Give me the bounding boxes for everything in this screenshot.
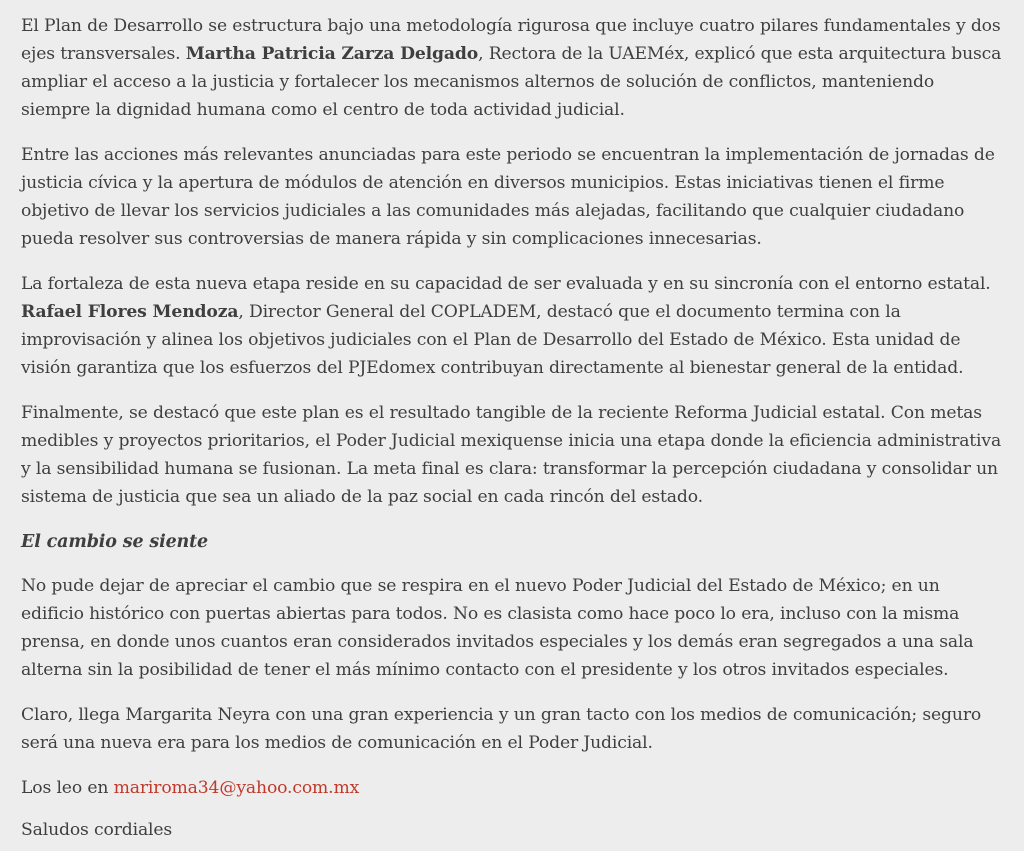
paragraph-5: No pude dejar de apreciar el cambio que se respira en el nuevo Poder Judicial del Estado de México; en un edificio histórico con puertas abiertas para todos. No es clasista como hace poco lo era, incluso con la misma prensa, en donde unos cuantos eran considerados invitados especiales y los demás eran segregados a una sala alterna sin la posibilidad de tener el más mínimo contacto con el presidente y los otros invitados especiales. [21, 576, 974, 680]
contact-prefix: Los leo en [21, 778, 114, 798]
paragraph-3 [21, 270, 1006, 382]
paragraph-3-rest: , Director General del COPLADEM, destacó que el documento termina con la improvisación y alinea los objetivos judiciales con el Plan de Desarrollo del Estado de México. Esta unidad de visión garantiza que los esfuerzos del PJEdomex contribuyan directamente al bienestar general de la entidad. [21, 302, 964, 378]
section-subheading: El cambio se siente [21, 532, 209, 552]
person-name-rafael: Rafael Flores Mendoza [21, 302, 239, 322]
paragraph-1-rest: , Rectora de la UAEMéx, explicó que esta arquitectura busca ampliar el acceso a la justicia y fortalecer los mecanismos alternos de solución de conflictos, manteniendo siempre la dignidad humana como el centro de toda actividad judicial. [21, 44, 1002, 120]
paragraph-2: Entre las acciones más relevantes anunciadas para este periodo se encuentran la implementación de jornadas de justicia cívica y la apertura de módulos de atención en diversos municipios. Estas iniciativas tienen el firme objetivo de llevar los servicios judiciales a las comunidades más alejadas, facilitando que cualquier ciudadano pueda resolver sus controversias de manera rápida y sin complicaciones innecesarias. [21, 145, 995, 249]
paragraph-4: Finalmente, se destacó que este plan es el resultado tangible de la reciente Reforma Judicial estatal. Con metas medibles y proyectos prioritarios, el Poder Judicial mexiquense inicia una etapa donde la eficiencia administrativa y la sensibilidad humana se fusionan. La meta final es clara: transformar la percepción ciudadana y consolidar un sistema de justicia que sea un aliado de la paz social en cada rincón del estado. [21, 403, 1002, 507]
person-name-martha: Martha Patricia Zarza Delgado [185, 44, 479, 64]
paragraph-1 [21, 12, 1006, 124]
email-link[interactable]: mariroma34@yahoo.com.mx [113, 778, 360, 798]
contact-line [21, 774, 1006, 802]
paragraph-3-intro: La fortaleza de esta nueva etapa reside en su capacidad de ser evaluada y en su sincronía con el entorno estatal. [21, 274, 991, 294]
paragraph-6: Claro, llega Margarita Neyra con una gran experiencia y un gran tacto con los medios de comunicación; seguro será una nueva era para los medios de comunicación en el Poder Judicial. [21, 705, 982, 753]
paragraph-1-intro: El Plan de Desarrollo se estructura bajo una metodología rigurosa que incluye cuatro pilares fundamentales y dos ejes transversales. [21, 16, 1001, 64]
closing-line: Saludos cordiales [21, 820, 173, 840]
